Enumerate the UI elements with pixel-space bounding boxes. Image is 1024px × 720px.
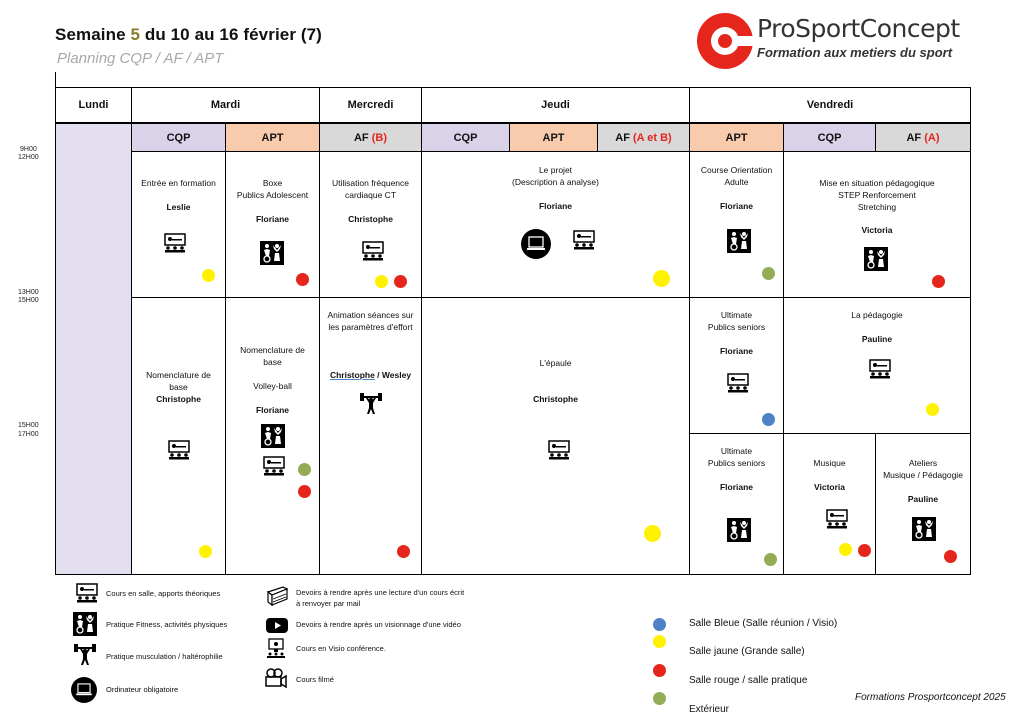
- time-label: 13H00: [18, 289, 39, 296]
- salle-dot-yellow: [839, 543, 852, 556]
- page-title: [55, 25, 322, 45]
- visio-icon: [266, 638, 286, 658]
- fitness-icon: [912, 517, 936, 541]
- session-title: Ultimate: [720, 446, 753, 456]
- classroom-icon: [548, 440, 570, 460]
- session-trainer: Pauline: [861, 334, 893, 344]
- classroom-icon: [727, 373, 749, 393]
- session-cell[interactable]: [225, 151, 320, 298]
- salle-dot-blue: [762, 413, 775, 426]
- trainer-name: Wesley: [381, 370, 412, 380]
- session-trainer: Pauline: [907, 494, 939, 504]
- salle-dot-blue: [653, 618, 666, 631]
- session-cell[interactable]: [131, 297, 226, 575]
- salle-dot-red: [932, 275, 945, 288]
- title-suffix: du 10 au 16 février (7): [140, 25, 322, 44]
- session-title: Entrée en formation: [141, 178, 216, 188]
- sub-header-apt: APT: [509, 123, 598, 152]
- trainer-separator: /: [374, 370, 382, 380]
- sub-header-af: [597, 123, 690, 152]
- salle-dot-red: [944, 550, 957, 563]
- video-play-icon: [266, 618, 288, 633]
- legend-label: Pratique musculation / haltérophilie: [106, 652, 223, 661]
- session-title: Le projet: [538, 165, 573, 175]
- salle-dot-green: [298, 463, 311, 476]
- legend-label: Devoirs à rendre après une lecture d'un cours écrit: [296, 588, 465, 597]
- session-title: Ateliers: [908, 458, 938, 468]
- session-subtitle: Adulte: [724, 177, 749, 187]
- camera-icon: [265, 668, 287, 688]
- logo-cut: [737, 36, 753, 46]
- session-trainer: Christophe: [156, 394, 201, 404]
- time-label: 15H00: [18, 297, 39, 304]
- legend-label: Cours filmé: [296, 675, 334, 684]
- salle-dot-red: [296, 273, 309, 286]
- logo-core: [718, 34, 732, 48]
- day-header-vendredi: Vendredi: [689, 87, 971, 123]
- book-icon: [265, 586, 289, 606]
- session-trainer: Floriane: [719, 482, 754, 492]
- day-header-lundi: Lundi: [55, 87, 132, 123]
- week-number: 5: [130, 25, 141, 44]
- page-subtitle: Planning CQP / AF / APT: [57, 50, 224, 67]
- session-trainer: Floriane: [719, 201, 754, 211]
- session-cell[interactable]: [225, 297, 320, 575]
- session-subtitle: Stretching: [857, 202, 897, 212]
- session-trainers: [324, 369, 417, 381]
- session-cell[interactable]: [131, 151, 226, 298]
- session-title: Nomenclature de: [240, 345, 305, 355]
- legend-label: Cours en Visio conférence.: [296, 644, 386, 653]
- salle-label: Salle rouge / salle pratique: [689, 675, 808, 686]
- legend-label: Ordinateur obligatoire: [106, 685, 179, 694]
- session-trainer: Victoria: [861, 225, 893, 235]
- legend-label: à renvoyer par mail: [296, 599, 361, 608]
- legend-label: Pratique Fitness, activités physiques: [106, 620, 228, 629]
- salle-dot-red: [858, 544, 871, 557]
- session-title: Mise en situation pédagogique: [819, 178, 935, 188]
- salle-dot-red: [397, 545, 410, 558]
- day-header-jeudi: Jeudi: [421, 87, 690, 123]
- fitness-icon: [864, 247, 888, 271]
- session-title: Animation séances sur: [327, 310, 414, 320]
- session-cell[interactable]: [421, 297, 690, 575]
- salle-dot-green: [764, 553, 777, 566]
- footer-credit: Formations Prosportconcept 2025: [855, 692, 1006, 703]
- session-title: Musique: [813, 458, 846, 468]
- brand-tagline: Formation aux metiers du sport: [757, 45, 953, 60]
- session-subtitle: Musique / Pédagogie: [883, 470, 963, 480]
- time-label: 9H00: [20, 146, 37, 153]
- session-cell[interactable]: [421, 151, 690, 298]
- session-subtitle: les paramètres d'effort: [328, 322, 413, 332]
- session-subtitle: Publics seniors: [707, 458, 766, 468]
- sub-header-af-label: AF: [353, 131, 369, 144]
- classroom-icon: [826, 509, 848, 529]
- session-subtitle: (Description à analyse): [512, 177, 599, 187]
- sub-header-apt: APT: [225, 123, 320, 152]
- sub-header-af-group: (A): [924, 131, 940, 144]
- session-trainer: Leslie: [166, 202, 191, 212]
- classroom-icon: [362, 241, 384, 261]
- session-subtitle: Publics Adolescent: [236, 190, 309, 200]
- session-subtitle: STEP Renforcement: [838, 190, 916, 200]
- session-trainer: Floriane: [719, 346, 754, 356]
- session-cell[interactable]: [319, 151, 422, 298]
- brand-name: ProSportConcept: [757, 14, 960, 43]
- session-trainer: Christophe: [533, 394, 578, 404]
- session-cell[interactable]: [319, 297, 422, 575]
- session-title: Utilisation fréquence: [331, 178, 409, 188]
- salle-label: Salle jaune (Grande salle): [689, 646, 805, 657]
- sub-header-cqp: CQP: [131, 123, 226, 152]
- sub-header-af-group: (B): [371, 131, 387, 144]
- session-subtitle: base: [169, 382, 188, 392]
- salle-dot-yellow: [926, 403, 939, 416]
- sub-header-cqp: CQP: [783, 123, 876, 152]
- session-trainer: Victoria: [813, 482, 846, 492]
- session-cell[interactable]: [783, 433, 876, 575]
- salle-dot-yellow: [644, 525, 661, 542]
- salle-dot-yellow: [653, 270, 670, 287]
- classroom-icon: [573, 230, 595, 250]
- session-trainer: Floriane: [538, 201, 573, 211]
- salle-dot-red: [394, 275, 407, 288]
- weightlifting-icon: [359, 391, 383, 415]
- salle-dot-red: [653, 664, 666, 677]
- session-subtitle: Volley-ball: [253, 381, 292, 391]
- sub-header-af: [875, 123, 971, 152]
- session-title: Nomenclature de: [146, 370, 211, 380]
- sub-header-af-label: AF: [906, 131, 922, 144]
- salle-dot-yellow: [375, 275, 388, 288]
- salle-label: Salle Bleue (Salle réunion / Visio): [689, 618, 838, 629]
- legend-label: Cours en salle, apports théoriques: [106, 589, 221, 598]
- session-cell[interactable]: [875, 433, 971, 575]
- computer-icon: [521, 229, 551, 259]
- day-header-mercredi: Mercredi: [319, 87, 422, 123]
- sub-header-af-label: AF: [615, 131, 630, 144]
- fitness-icon: [727, 229, 751, 253]
- session-title: Boxe: [262, 178, 283, 188]
- classroom-icon: [168, 440, 190, 460]
- sub-header-apt: APT: [689, 123, 784, 152]
- session-trainer: Christophe: [348, 214, 393, 224]
- salle-dot-green: [762, 267, 775, 280]
- time-label: 15H00: [18, 422, 39, 429]
- classroom-icon: [76, 583, 98, 603]
- legend-label: Devoirs à rendre après un visionnage d'une vidéo: [296, 620, 461, 629]
- session-title: L'épaule: [539, 358, 572, 368]
- fitness-icon: [73, 612, 97, 636]
- session-subtitle: base: [263, 357, 282, 367]
- fitness-icon: [260, 241, 284, 265]
- salle-dot-yellow: [199, 545, 212, 558]
- day-header-mardi: Mardi: [131, 87, 320, 123]
- salle-dot-yellow: [653, 635, 666, 648]
- time-label: 12H00: [18, 154, 39, 161]
- session-subtitle: cardiaque CT: [344, 190, 397, 200]
- session-cell[interactable]: [689, 151, 784, 298]
- session-cell[interactable]: [689, 433, 784, 575]
- session-subtitle: Publics seniors: [707, 322, 766, 332]
- computer-icon: [71, 677, 97, 703]
- salle-label: Extérieur: [689, 704, 730, 715]
- fitness-icon: [727, 518, 751, 542]
- divider: [55, 72, 56, 87]
- classroom-icon: [263, 456, 285, 476]
- trainer-name: Christophe: [329, 370, 375, 380]
- fitness-icon: [261, 424, 285, 448]
- salle-dot-yellow: [202, 269, 215, 282]
- classroom-icon: [164, 233, 186, 253]
- session-trainer: Floriane: [255, 405, 290, 415]
- salle-dot-red: [298, 485, 311, 498]
- session-cell[interactable]: [689, 297, 784, 434]
- lundi-column: [55, 123, 132, 575]
- time-label: 17H00: [18, 431, 39, 438]
- classroom-icon: [869, 359, 891, 379]
- session-trainer: Floriane: [255, 214, 290, 224]
- sub-header-cqp: CQP: [421, 123, 510, 152]
- title-prefix: Semaine: [55, 25, 131, 44]
- session-title: Course Orientation: [700, 165, 773, 175]
- session-title: Ultimate: [720, 310, 753, 320]
- session-cell[interactable]: [783, 297, 971, 434]
- weightlifting-icon: [73, 642, 97, 666]
- salle-dot-green: [653, 692, 666, 705]
- session-title: La pédagogie: [851, 310, 903, 320]
- sub-header-af-group: (A et B): [633, 131, 672, 144]
- sub-header-af: [319, 123, 422, 152]
- session-cell[interactable]: [783, 151, 971, 298]
